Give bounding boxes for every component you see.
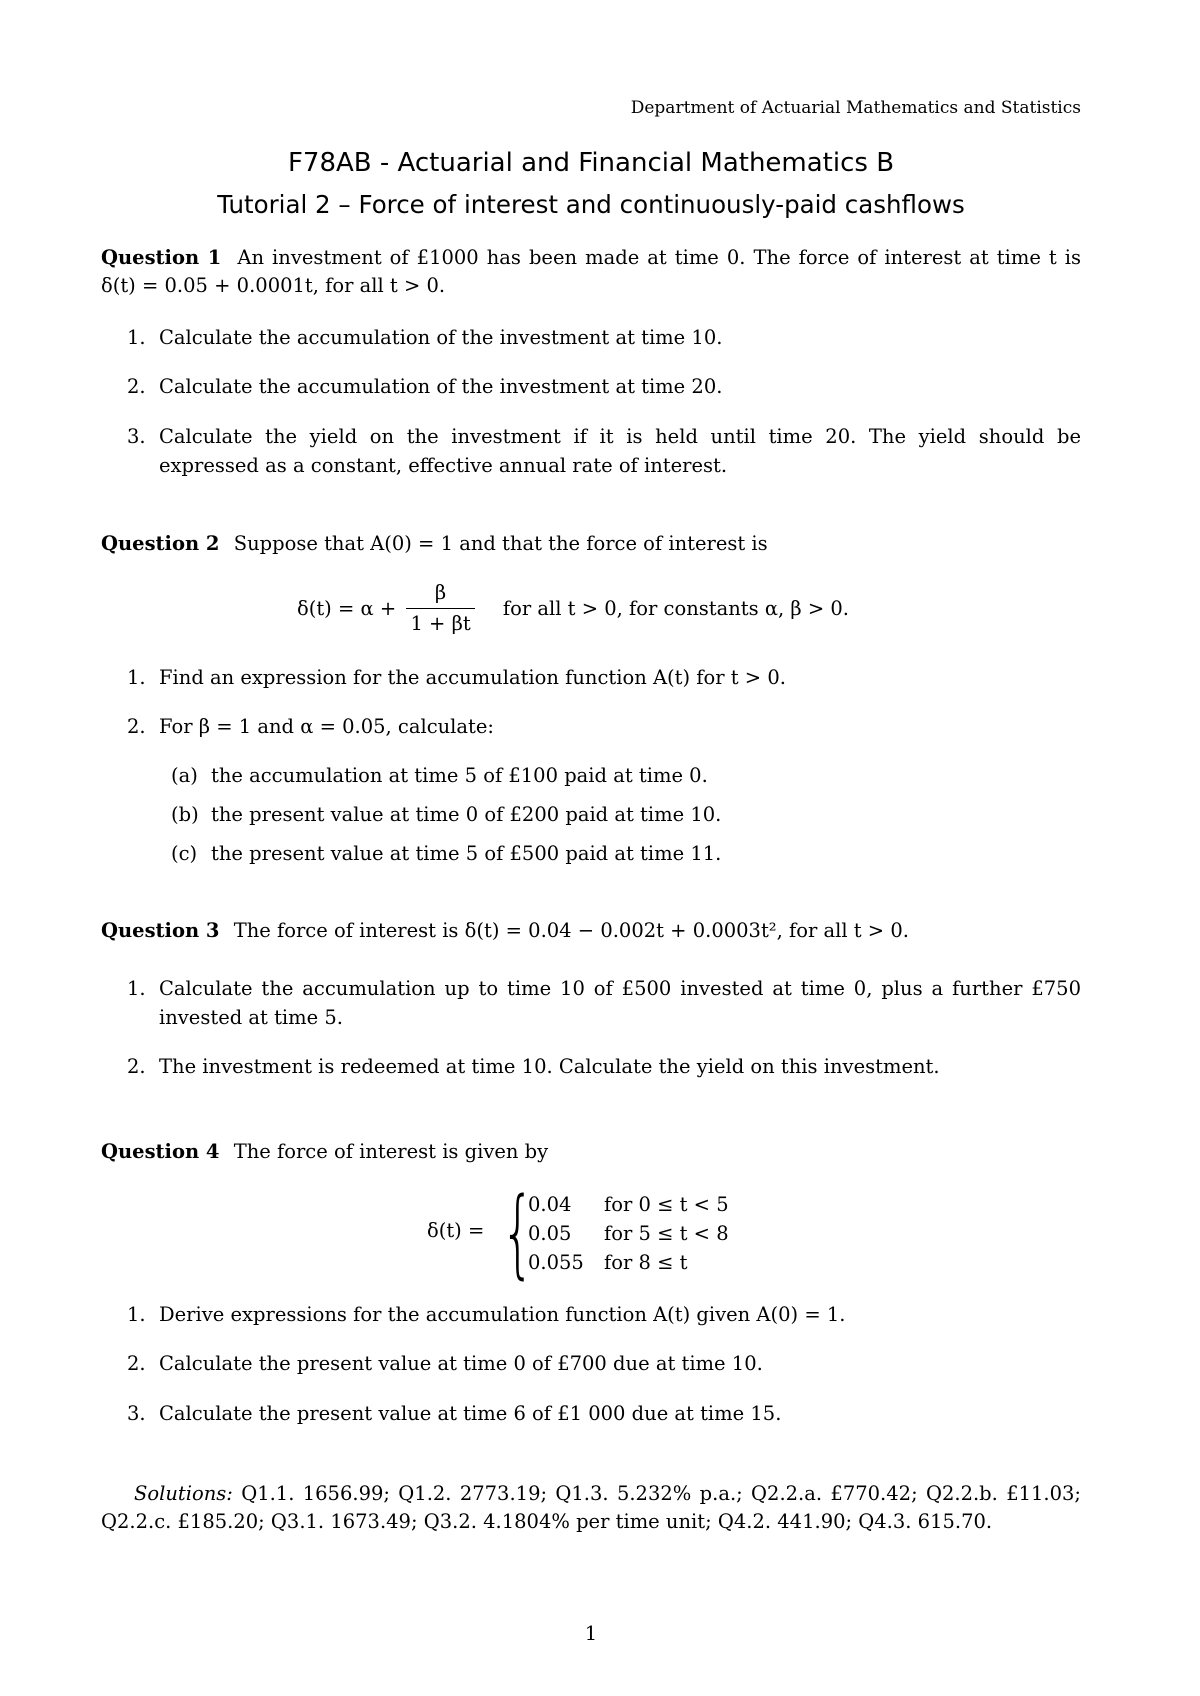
question-3-item-1	[127, 974, 1081, 1032]
item-number: 1.	[127, 977, 146, 1000]
question-4-text: The force of interest is given by	[233, 1140, 549, 1163]
question-2-intro	[101, 530, 1081, 558]
question-3-item-2	[127, 1052, 1081, 1081]
question-2-item-1	[127, 663, 1081, 692]
question-1-intro	[101, 244, 1081, 300]
item-text: Calculate the present value at time 6 of £1 000 due at time 15.	[159, 1402, 782, 1425]
case-condition: for 8 ≤ t	[604, 1251, 688, 1274]
item-number: 1.	[127, 1303, 146, 1326]
subitem-text: the present value at time 0 of £200 paid at time 10.	[211, 803, 722, 826]
item-number: 1.	[127, 666, 146, 689]
course-title: F78AB - Actuarial and Financial Mathematics B	[287, 148, 895, 178]
question-2-equation	[297, 578, 1017, 639]
question-4-label: Question 4	[101, 1140, 220, 1163]
item-text: Find an expression for the accumulation function A(t) for t > 0.	[159, 666, 786, 689]
question-2-item-2	[127, 712, 1081, 741]
item-text: Derive expressions for the accumulation function A(t) given A(0) = 1.	[159, 1303, 846, 1326]
subitem-text: the present value at time 5 of £500 paid at time 11.	[211, 842, 722, 865]
page-number: 1	[584, 1622, 598, 1645]
question-1-label: Question 1	[101, 246, 222, 269]
question-3-label: Question 3	[101, 919, 220, 942]
item-number: 1.	[127, 326, 146, 349]
subitem-label: (b)	[171, 803, 199, 826]
question-2-text: Suppose that A(0) = 1 and that the force of interest is	[233, 532, 768, 555]
question-1-item-3	[127, 422, 1081, 480]
case-row	[528, 1249, 687, 1277]
fraction-numerator: β	[406, 578, 474, 609]
tutorial-subtitle: Tutorial 2 – Force of interest and continuously-paid cashflows	[217, 190, 965, 219]
subitem-text: the accumulation at time 5 of £100 paid at time 0.	[211, 764, 708, 787]
question-4-item-3	[127, 1399, 1081, 1428]
case-condition: for 5 ≤ t < 8	[604, 1222, 729, 1245]
item-text: Calculate the accumulation up to time 10 of £500 invested at time 0, plus a further £750 invested at time 5.	[159, 977, 1081, 1029]
question-4-intro	[101, 1138, 1081, 1166]
solutions-text: Q1.1. 1656.99; Q1.2. 2773.19; Q1.3. 5.232% p.a.; Q2.2.a. £770.42; Q2.2.b. £11.03; Q2.2.c. £185.20; Q3.1. 1673.49; Q3.2. 4.1804% per time unit; Q4.2. 441.90; Q4.3. 615.70.	[101, 1482, 1082, 1533]
item-text: Calculate the yield on the investment if it is held until time 20. The yield should be expressed as a constant, effective annual rate of interest.	[159, 425, 1081, 477]
case-condition: for 0 ≤ t < 5	[604, 1193, 729, 1216]
question-4-item-1	[127, 1300, 1081, 1329]
subitem-label: (a)	[171, 764, 198, 787]
question-1-item-1	[127, 323, 1081, 352]
question-3-text: The force of interest is δ(t) = 0.04 − 0.002t + 0.0003t², for all t > 0.	[233, 919, 909, 942]
item-number: 2.	[127, 375, 146, 398]
item-text: Calculate the accumulation of the investment at time 10.	[159, 326, 723, 349]
question-4-equation-lhs: δ(t) =	[427, 1219, 485, 1242]
question-4-item-2	[127, 1349, 1081, 1378]
question-1-text: An investment of £1000 has been made at time 0. The force of interest at time t is δ(t) = 0.05 + 0.0001t, for all t > 0.	[101, 246, 1081, 297]
question-2-subitem-a	[171, 762, 1071, 790]
item-text: Calculate the accumulation of the investment at time 20.	[159, 375, 723, 398]
solutions-block	[101, 1480, 1081, 1536]
question-1-item-2	[127, 372, 1081, 401]
item-text: For β = 1 and α = 0.05, calculate:	[159, 715, 494, 738]
question-2-subitem-b	[171, 801, 1071, 829]
department-header: Department of Actuarial Mathematics and Statistics	[630, 98, 1081, 118]
question-2-label: Question 2	[101, 532, 220, 555]
item-number: 2.	[127, 1055, 146, 1078]
question-2-subitem-c	[171, 840, 1071, 868]
equation-rhs: for all t > 0, for constants α, β > 0.	[502, 597, 850, 620]
case-value: 0.04	[528, 1193, 572, 1216]
item-number: 3.	[127, 425, 146, 448]
equation-fraction	[406, 578, 474, 639]
case-value: 0.055	[528, 1251, 584, 1274]
equation-lhs: δ(t) = α +	[297, 597, 397, 620]
subitem-label: (c)	[171, 842, 198, 865]
question-3-intro	[101, 917, 1081, 945]
item-number: 3.	[127, 1402, 146, 1425]
cases-brace: {	[501, 1177, 535, 1289]
fraction-denominator: 1 + βt	[410, 612, 471, 635]
item-text: Calculate the present value at time 0 of £700 due at time 10.	[159, 1352, 763, 1375]
item-text: The investment is redeemed at time 10. Calculate the yield on this investment.	[159, 1055, 940, 1078]
solutions-label: Solutions:	[134, 1482, 233, 1505]
case-row	[528, 1191, 729, 1219]
item-number: 2.	[127, 1352, 146, 1375]
item-number: 2.	[127, 715, 146, 738]
case-value: 0.05	[528, 1222, 572, 1245]
case-row	[528, 1220, 729, 1248]
